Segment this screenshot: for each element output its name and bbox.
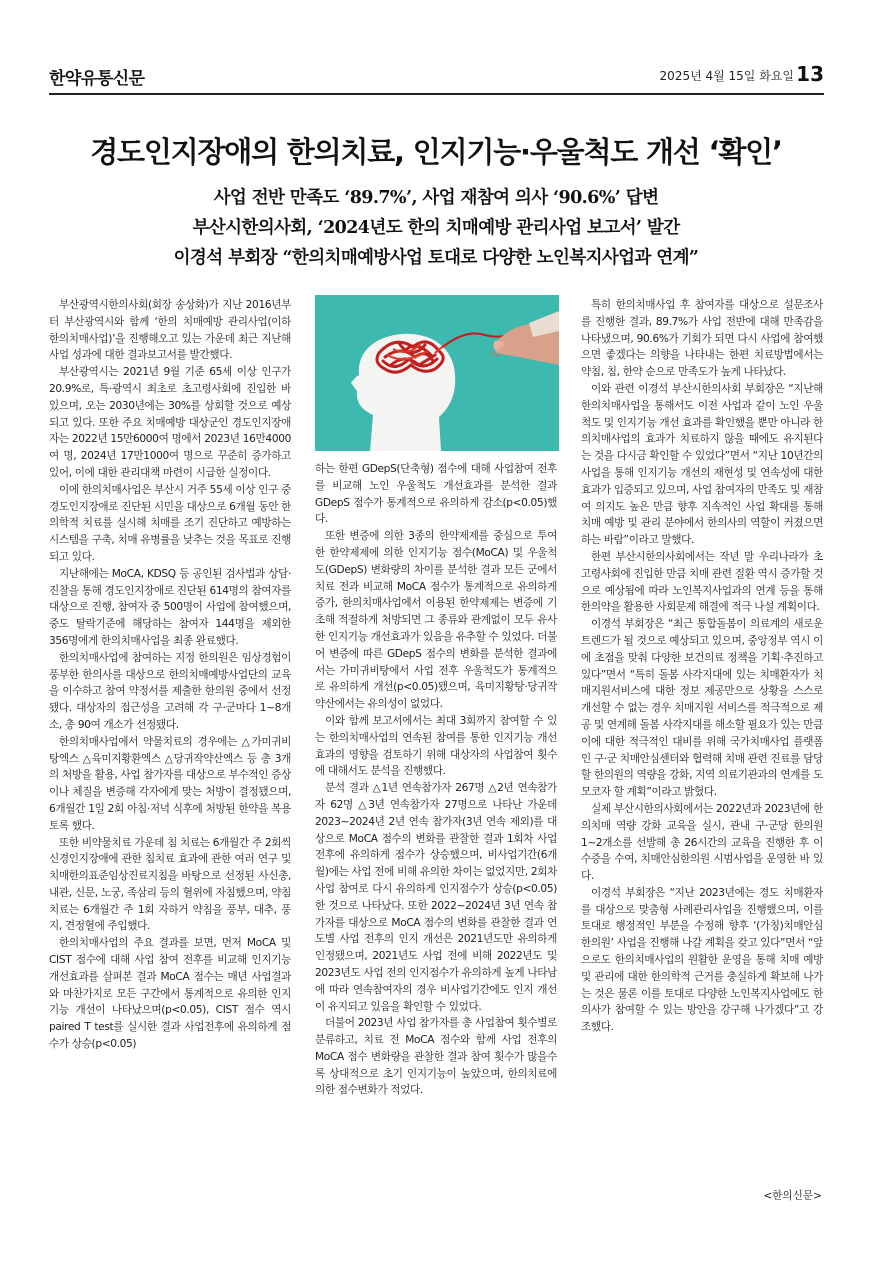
paragraph: 분석 결과 △1년 연속참가자 267명 △2년 연속참가자 62명 △3년 연속참가자 27명으로 나타난 가운데 2023∼2024년 2년 연속 참가자(3년 연속 제외)를 대상으로 MoCA 점수의 변화를 관찰한 결과 1회차 사업 전후에 유의하게 점수가 상승했으며, 비사업기간(6개월)에는 사업 전에 비해 유의한 차이는 없었지만, 2회차 사업 참여로 다시 유의하게 인지점수가 상승(p<0.05)한 것으로 나타났다. 또한 2022∼2024년 3년 연속 참가자를 대상으로 MoCA 점수의 변화를 관찰한 결과 연도별 사업 전후의 인지 개선은 2021년도만 유의하게 인정됐으며, 2021년도 사업 전에 비해 2022년도 및 2023년도 사업 전의 인지점수가 유의하게 높게 나타남에 따라 연속참여자의 경우 비사업기간에도 인지 개선이 유지되고 있음을 확인할 수 있었다.	[315, 782, 557, 1013]
paragraph: 한의치매사업에 참여하는 지정 한의원은 임상경험이 풍부한 한의사를 대상으로 한의치매예방사업단의 교육을 이수하고 참여 약정서를 제출한 한의원 중에서 선정됐다. 대상자의 접근성을 고려해 각 구·군마다 1∼8개소, 총 90여 개소가 선정됐다.	[49, 651, 291, 731]
paragraph: 한의치매사업에서 약물치료의 경우에는 △가미귀비탕엑스 △육미지황환엑스 △당귀작약산엑스 등 총 3개의 처방을 활용, 사업 참가자를 대상으로 부수적인 증상이나 체질을 변증해 각자에게 맞는 처방이 결정됐으며, 6개월간 1일 2회 아침·저녁 식후에 처방된 한약을 복용토록 했다.	[49, 735, 291, 832]
article-source: <한의신문>	[757, 1188, 822, 1203]
paragraph: 이와 함께 보고서에서는 최대 3회까지 참여할 수 있는 한의치매사업의 연속된 참여를 통한 인지기능 개선효과의 영향을 검토하기 위해 대상자의 사업참여 횟수에 대해서도 분석을 진행했다.	[315, 714, 557, 778]
subheadline-3: 이경석 부회장 “한의치매예방사업 토대로 다양한 노인복지사업과 연계”	[173, 248, 699, 268]
article-column-1	[49, 297, 291, 1207]
subheadline-1: 사업 전반 만족도 ‘89.7%’, 사업 재참여 의사 ‘90.6%’ 답변	[213, 188, 659, 208]
paragraph: 한의치매사업의 주요 결과를 보면, 먼저 MoCA 및 CIST 점수에 대해 사업 참여 전후를 비교해 인지기능 개선효과를 살펴본 결과 MoCA 점수는 매년 사업결과와 마찬가지로 모든 구간에서 통계적으로 유의한 인지기능 개선이 나타났으며(p<0.05), CIST 점수 역시 paired T test를 실시한 결과 사업전후에 유의하게 점수가 상승(p<0.05)	[49, 937, 291, 1051]
article-photo	[315, 295, 559, 451]
page-number: 13	[796, 62, 824, 86]
paragraph: 실제 부산시한의사회에서는 2022년과 2023년에 한의치매 역량 강화 교육을 실시, 관내 구·군당 한의원 1∼2개소를 선발해 총 26시간의 교육을 진행한 후 이수증을 수여, 치매안심한의원 시범사업을 운영한 바 있다.	[581, 802, 823, 883]
paragraph: 특히 한의치매사업 후 참여자를 대상으로 설문조사를 진행한 결과, 89.7%가 사업 전반에 대해 만족감을 나타냈으며, 90.6%가 기회가 되면 다시 사업에 참여했으면 좋겠다는 의향을 나타내는 한편 치료방법에서는 약침, 침, 한약 순으로 만족도가 높게 나타났다.	[581, 299, 823, 379]
article-headline: 경도인지장애의 한의치료, 인지기능·우울척도 개선 ‘확인’	[90, 135, 782, 169]
paragraph: 또한 비약물치료 가운데 침 치료는 6개월간 주 2회씩 신경인지장애에 관한 침치료 효과에 관한 여러 연구 및 치매한의표준임상진료지침을 바탕으로 선정된 사신총, 내관, 신문, 노궁, 족삼리 등의 혈위에 자침했으며, 약침치료는 6개월간 주 1회 자하거 약침을 풍부, 대추, 풍지, 견정혈에 주입했다.	[49, 836, 291, 933]
paragraph: 또한 변증에 의한 3종의 한약제제를 중심으로 투여한 한약제제에 의한 인지기능 점수(MoCA) 및 우울척도(GDepS) 변화량의 차이를 분석한 결과 모든 군에서 치료 전과 비교해 MoCA 점수가 통계적으로 유의하게 증가, 한의치매사업에서 이용된 한약제제는 변증에 기초해 적절하게 처방되면 그 종류와 관계없이 모두 유사한 인지기능 개선효과가 있음을 유추할 수 있었다. 더불어 변증에 따른 GDepS 점수의 변화를 분석한 결과에서는 가미귀비탕에서 사업 전후 우울척도가 통계적으로 유의하게 개선(p<0.05)됐으며, 육미지황탕·당귀작약산에서는 유의성이 없었다.	[315, 530, 557, 711]
paragraph: 부산광역시한의사회(회장 송상화)가 지난 2016년부터 부산광역시와 함께 ‘한의 치매예방 관리사업(이하 한의치매사업)’을 진행해오고 있는 가운데 최근 지난해 사업 성과에 대한 결과보고서를 발간했다.	[49, 299, 291, 362]
article-column-2	[315, 461, 557, 1207]
paragraph: 이경석 부회장은 “최근 통합돌봄이 의료계의 새로운 트렌드가 될 것으로 예상되고 있으며, 중앙정부 역시 이에 초점을 맞춰 다양한 보건의료 정책을 기획·추진하고 있다”면서 “특히 돌봄 사각지대에 있는 치매환자가 치매지원서비스에 대한 정보 제공만으로 상황을 스스로 개선할 수 없는 경우 치매지원 서비스를 적극적으로 제공 및 연계해 돌봄 사각지대를 해소할 필요가 있는 만큼 이에 대한 적극적인 대비를 위해 국가치매사업 플랫폼인 구·군 치매안심센터와 협력해 치매 관련 진료를 담당할 한의원의 역량을 강화, 지역 의료기관과의 연계를 도모코자 할 계획”이라고 밝혔다.	[581, 618, 823, 799]
paragraph: 이에 한의치매사업은 부산시 거주 55세 이상 인구 중 경도인지장애로 진단된 시민을 대상으로 6개월 동안 한의학적 치료를 실시해 치매를 조기 진단하고 예방하는 시스템을 구축, 치매 유병률을 낮추는 것을 목표로 진행되고 있다.	[49, 483, 291, 563]
paragraph: 한편 부산시한의사회에서는 작년 말 우리나라가 초고령사회에 진입한 만큼 치매 관련 질환 역시 증가할 것으로 예상됨에 따라 노인복지사업과의 연계 등을 통해 한의약을 활용한 사회문제 해결에 적극 나설 계획이다.	[581, 550, 823, 614]
paragraph: 이경석 부회장은 “지난 2023년에는 경도 치매환자를 대상으로 맞춤형 사례관리사업을 진행했으며, 이를 토대로 행정적인 부분을 수정해 향후 ‘(가칭)치매안심한의원’ 사업을 진행해 나갈 계획을 갖고 있다”면서 “앞으로도 한의치매사업의 원활한 운영을 통해 치매 예방 및 관리에 대한 한의학적 근거를 충실하게 확보해 나가는 것은 물론 이를 토대로 다양한 노인복지사업에도 한의사가 참여할 수 있는 방안을 강구해 나가겠다”고 강조했다.	[581, 886, 823, 1034]
paragraph: 더불어 2023년 사업 참가자를 총 사업참여 횟수별로 분류하고, 치료 전 MoCA 점수와 함께 사업 전후의 MoCA 점수 변화량을 관찰한 결과 참여 횟수가 많을수록 상대적으로 초기 인지기능이 높았으며, 한의치료에 의한 점수변화가 적었다.	[315, 1017, 557, 1097]
head-silhouette-illustration	[315, 295, 559, 451]
header-rule	[49, 93, 824, 95]
paragraph: 하는 한편 GDepS(단축형) 점수에 대해 사업참여 전후를 비교해 노인 우울척도 개선효과를 분석한 결과 GDepS 점수가 통계적으로 유의하게 감소(p<0.05)했다.	[315, 463, 557, 526]
issue-date: 2025년 4월 15일 화요일	[659, 69, 794, 83]
paragraph: 부산광역시는 2021년 9월 기준 65세 이상 인구가 20.9%로, 특·광역시 최초로 초고령사회에 진입한 바 있으며, 오는 2030년에는 30%를 상회할 것으로 예상되고 있다. 또한 주요 치매예방 대상군인 경도인지장애자는 2022년 15만6000여 명에서 2023년 16만4000여 명, 2024년 17만1000여 명으로 꾸준히 증가하고 있어, 이에 대한 관리대책 마련이 시급한 실정이다.	[49, 366, 291, 479]
newspaper-name: 한약유통신문	[49, 69, 145, 89]
masthead	[49, 58, 824, 92]
subheadline-2: 부산시한의사회, ‘2024년도 한의 치매예방 관리사업 보고서’ 발간	[192, 218, 680, 238]
article-column-3	[581, 297, 823, 1207]
paragraph: 이와 관련 이경석 부산시한의사회 부회장은 “지난해 한의치매사업을 통해서도 이전 사업과 같이 노인 우울척도 및 인지기능 개선 효과를 확인했을 뿐만 아니라 한의치매사업의 효과가 치료하지 않을 때에도 유지된다는 것을 다시금 확인할 수 있었다”면서 “지난 10년간의 사업을 통해 인지기능 개선의 재현성 및 연속성에 대한 효과가 입증되고 있으며, 사업 참여자의 만족도 및 재참여 의지도 높은 만큼 향후 지속적인 사업 확대를 통해 치매 예방 및 관리 분야에서 한의사의 역할이 커졌으면 하는 바람”이라고 말했다.	[581, 382, 823, 547]
paragraph: 지난해에는 MoCA, KDSQ 등 공인된 검사법과 상담·진찰을 통해 경도인지장애로 진단된 614명의 참여자를 대상으로 진행, 참여자 중 500명이 사업에 참여했으며, 중도 탈락기준에 해당하는 참여자 144명을 제외한 356명에게 한의치매사업을 최종 완료했다.	[49, 567, 291, 647]
